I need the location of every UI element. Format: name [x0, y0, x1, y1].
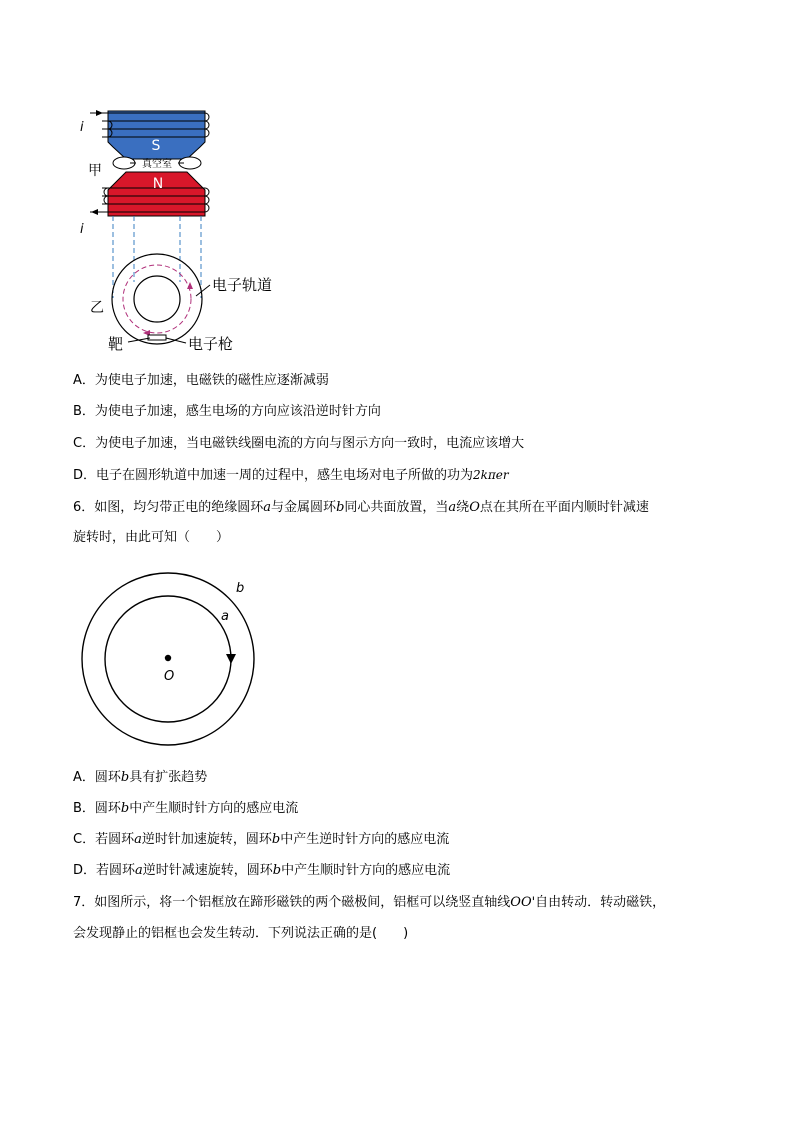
center-point [165, 655, 171, 661]
rotation-arrow [226, 654, 236, 664]
inner-ring [134, 276, 180, 322]
q6-opt-var: a [135, 863, 143, 878]
q6-text: 绕 [456, 500, 470, 515]
q7-text: 7．如图所示，将一个铝框放在蹄形磁铁的两个磁极间，铝框可以绕竖直轴线 [73, 895, 511, 910]
current-label-top: i [80, 120, 84, 135]
q6-option-d [73, 862, 450, 880]
q6-stem-line2: 旋转时，由此可知（ ） [73, 530, 230, 545]
top-current-arrow [96, 110, 103, 116]
pole-n-label: N [152, 176, 164, 192]
orbit-arrow-right [187, 282, 193, 289]
electron-orbit [123, 265, 191, 333]
q6-option-c [73, 831, 449, 849]
label-o: O [164, 669, 175, 684]
q6-opt-text: 逆时针减速旋转，圆环 [142, 863, 273, 878]
q6-text: 点在其所在平面内顺时针减速 [479, 500, 649, 515]
q7-stem-line1 [73, 894, 665, 912]
q5-option-d [73, 466, 509, 485]
q7-stem-line2: 会发现静止的铝框也会发生转动．下列说法正确的是( ) [73, 926, 409, 941]
q6-opt-text: 中产生逆时针方向的感应电流 [280, 832, 450, 847]
label-jia: 甲 [88, 163, 102, 179]
q6-option-a [73, 769, 207, 787]
bottom-current-arrow [91, 209, 98, 215]
q6-option-b [73, 800, 298, 818]
label-b: b [236, 581, 245, 596]
q5-option-b: B．为使电子加速，感生电场的方向应该沿逆时针方向 [73, 404, 381, 419]
q5-option-a: A．为使电子加速，电磁铁的磁性应逐渐减弱 [73, 373, 329, 388]
label-a: a [221, 609, 229, 624]
q6-stem-line1 [73, 499, 649, 517]
q6-opt-text: 中产生顺时针方向的感应电流 [281, 863, 451, 878]
current-label-bottom: i [80, 222, 84, 237]
rings-figure [75, 570, 265, 755]
q6-opt-text: D．若圆环 [73, 863, 136, 878]
q5-option-d-formula: 2kπer [473, 468, 509, 482]
q6-var: a [448, 500, 457, 515]
q5-option-c: C．为使电子加速，当电磁铁线圈电流的方向与图示方向一致时，电流应该增大 [73, 436, 525, 451]
q6-opt-text: B．圆环 [73, 801, 121, 816]
q6-text: 6．如图，均匀带正电的绝缘圆环 [73, 500, 264, 515]
vacuum-label: 真空室 [142, 159, 172, 170]
q6-opt-var: a [134, 832, 142, 847]
q6-opt-var: b [120, 801, 130, 816]
q6-opt-var: b [120, 770, 130, 785]
q6-text: 与金属圆环 [271, 500, 337, 515]
label-orbit: 电子轨道 [212, 276, 273, 294]
q6-var: b [336, 500, 345, 515]
q6-opt-text: A．圆环 [73, 770, 121, 785]
q7-text: 自由转动．转动磁铁， [535, 895, 666, 910]
q6-opt-text: 逆时针加速旋转，圆环 [141, 832, 272, 847]
q6-text: 同心共面放置，当 [344, 500, 449, 515]
q5-option-d-text: D．电子在圆形轨道中加速一周的过程中，感生电场对电子所做的功为 [73, 468, 474, 483]
q6-opt-text: 具有扩张趋势 [129, 770, 208, 785]
label-target: 靶 [108, 335, 124, 353]
target [148, 335, 166, 340]
label-yi: 乙 [90, 300, 104, 316]
label-gun: 电子枪 [188, 335, 234, 353]
q6-var: O [469, 500, 480, 515]
q7-axis: OO' [510, 895, 536, 910]
q6-opt-var: b [272, 863, 282, 878]
q6-opt-var: b [271, 832, 281, 847]
q6-var: a [263, 500, 272, 515]
outer-ring [112, 254, 202, 344]
q6-opt-text: C．若圆环 [73, 832, 135, 847]
pole-s-label: S [151, 138, 161, 154]
betatron-figure [70, 100, 310, 360]
q6-opt-text: 中产生顺时针方向的感应电流 [129, 801, 299, 816]
